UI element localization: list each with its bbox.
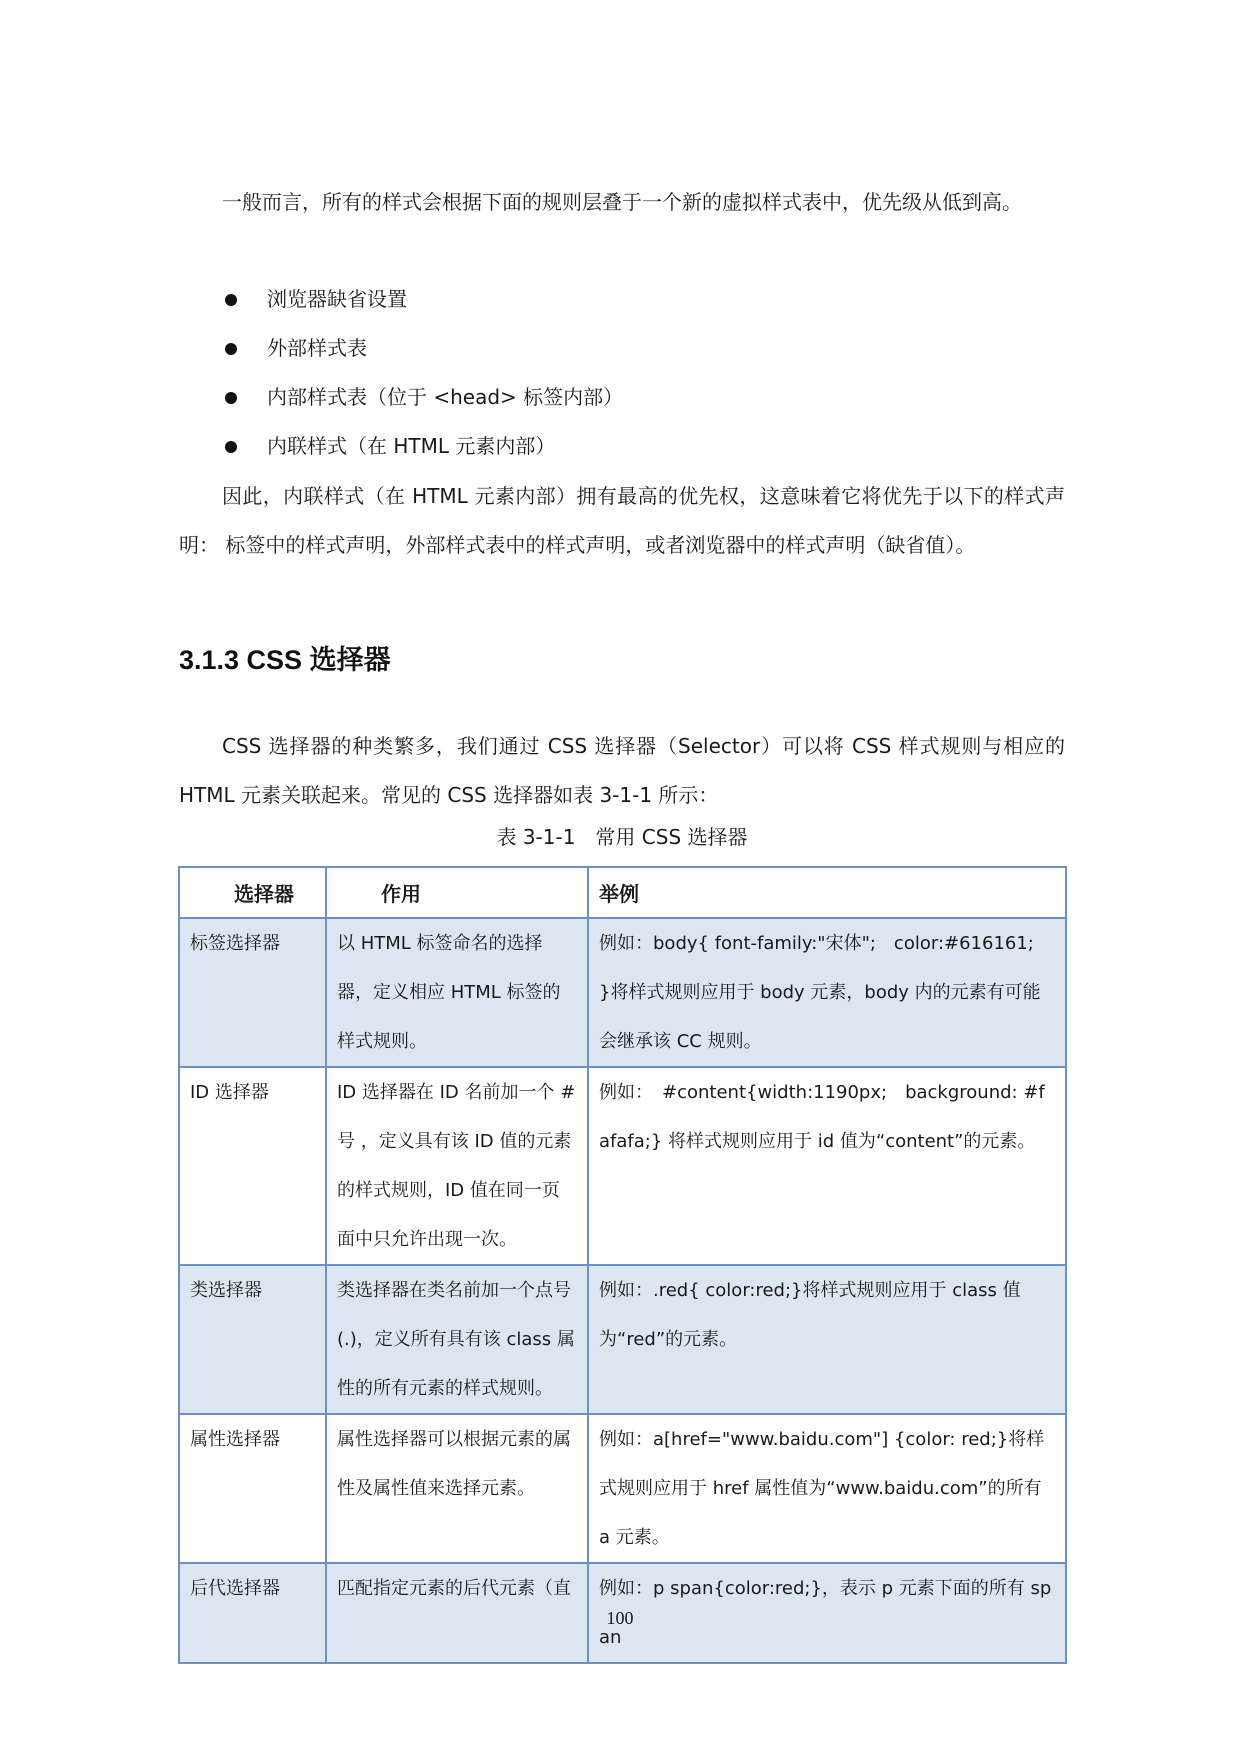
list-item bbox=[179, 275, 1065, 324]
list-item-text: 外部样式表 bbox=[267, 336, 367, 360]
table-row bbox=[179, 1265, 1066, 1414]
css-selector-table bbox=[178, 866, 1067, 1664]
list-item bbox=[179, 373, 1065, 422]
table-row bbox=[179, 1414, 1066, 1563]
table-row bbox=[179, 918, 1066, 1067]
priority-list bbox=[179, 275, 1065, 471]
list-item bbox=[179, 422, 1065, 471]
table-row bbox=[179, 1067, 1066, 1265]
conclusion-paragraph: 因此，内联样式（在 HTML 元素内部）拥有最高的优先权，这意味着它将优先于以下的样式声明： 标签中的样式声明，外部样式表中的样式声明，或者浏览器中的样式声明（缺省值）。 bbox=[179, 484, 1065, 557]
cell-purpose: 以 HTML 标签命名的选择器，定义相应 HTML 标签的样式规则。 bbox=[326, 918, 588, 1067]
cell-purpose: 匹配指定元素的后代元素（直 bbox=[326, 1563, 588, 1663]
list-item-text: 内部样式表（位于 <head> 标签内部） bbox=[267, 385, 624, 409]
section-paragraph: CSS 选择器的种类繁多，我们通过 CSS 选择器（Selector）可以将 CSS 样式规则与相应的 HTML 元素关联起来。常见的 CSS 选择器如表 3-1-1 所示： bbox=[179, 734, 1065, 807]
cell-example: 例如：body{ font-family:"宋体"; color:#616161; }将样式规则应用于 body 元素，body 内的元素有可能会继承该 CC 规则。 bbox=[588, 918, 1066, 1067]
cell-selector: 类选择器 bbox=[179, 1265, 326, 1414]
bullet-icon bbox=[225, 343, 237, 355]
page-number: 100 bbox=[606, 1608, 634, 1628]
cell-example: 例如：a[href="www.baidu.com"] {color: red;}将样式规则应用于 href 属性值为“www.baidu.com”的所有 a 元素。 bbox=[588, 1414, 1066, 1563]
cell-example: 例如：p span{color:red;}，表示 p 元素下面的所有 span bbox=[588, 1563, 1066, 1663]
bullet-icon bbox=[225, 392, 237, 404]
list-item bbox=[179, 324, 1065, 373]
cell-purpose: ID 选择器在 ID 名前加一个 # 号 ，定义具有该 ID 值的元素的样式规则，ID 值在同一页面中只允许出现一次。 bbox=[326, 1067, 588, 1265]
section-heading: 3.1.3 CSS 选择器 bbox=[179, 645, 391, 675]
table-header-row bbox=[179, 867, 1066, 918]
cell-example: 例如： #content{width:1190px; background: #fafafa;} 将样式规则应用于 id 值为“content”的元素。 bbox=[588, 1067, 1066, 1265]
cell-selector: 标签选择器 bbox=[179, 918, 326, 1067]
list-item-text: 内联样式（在 HTML 元素内部） bbox=[267, 434, 556, 458]
cell-example: 例如：.red{ color:red;}将样式规则应用于 class 值为“red”的元素。 bbox=[588, 1265, 1066, 1414]
intro-paragraph: 一般而言，所有的样式会根据下面的规则层叠于一个新的虚拟样式表中，优先级从低到高。 bbox=[222, 190, 1022, 214]
column-header-example: 举例 bbox=[588, 867, 1066, 918]
bullet-icon bbox=[225, 441, 237, 453]
list-item-text: 浏览器缺省设置 bbox=[267, 287, 407, 311]
cell-selector: 后代选择器 bbox=[179, 1563, 326, 1663]
cell-selector: ID 选择器 bbox=[179, 1067, 326, 1265]
cell-purpose: 属性选择器可以根据元素的属性及属性值来选择元素。 bbox=[326, 1414, 588, 1563]
bullet-icon bbox=[225, 294, 237, 306]
column-header-selector: 选择器 bbox=[179, 867, 326, 918]
table-caption: 表 3-1-1 常用 CSS 选择器 bbox=[496, 825, 748, 849]
column-header-purpose: 作用 bbox=[326, 867, 588, 918]
cell-purpose: 类选择器在类名前加一个点号(.)，定义所有具有该 class 属性的所有元素的样式规则。 bbox=[326, 1265, 588, 1414]
cell-selector: 属性选择器 bbox=[179, 1414, 326, 1563]
